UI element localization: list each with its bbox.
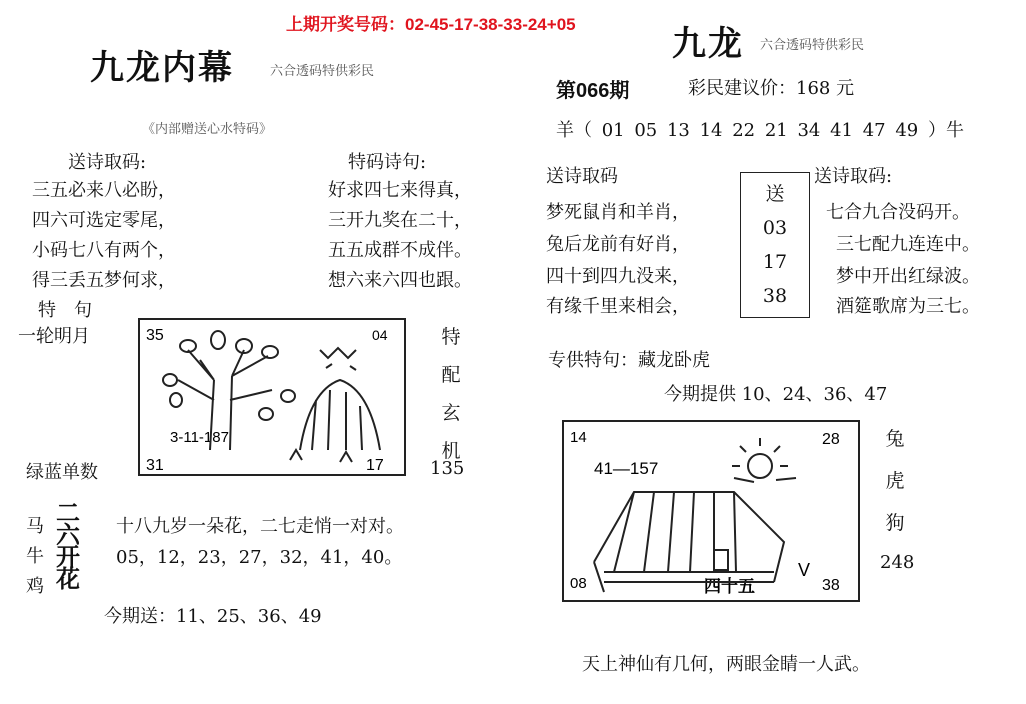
color-label: 绿蓝单数 bbox=[26, 462, 98, 483]
right-image-tl: 14 bbox=[570, 429, 587, 446]
animal: 兔 bbox=[885, 428, 905, 450]
flower-poem: 十八九岁一朵花，二七走悄一对对。 bbox=[116, 516, 404, 537]
right-poem-a-line: 四十到四九没来， bbox=[546, 266, 690, 287]
left-poem-b-line: 好求四七来得真， bbox=[328, 180, 472, 201]
left-poem-b-line: 想六来六四也跟。 bbox=[328, 270, 472, 291]
left-riddle-image bbox=[138, 318, 406, 476]
left-animals bbox=[26, 512, 50, 602]
riddle-label: 一轮明月 bbox=[18, 326, 90, 347]
left-poem-a-line: 得三丢五梦何求， bbox=[32, 270, 176, 291]
left-poem-b-line: 五五成群不成伴。 bbox=[328, 240, 472, 261]
left-image-mid: 3-11-187 bbox=[170, 429, 229, 446]
left-poem-a-line: 四六可选定零尾， bbox=[32, 210, 176, 231]
send-box-number: 03 bbox=[762, 217, 788, 239]
right-poem-b-line: 梦中开出红绿波。 bbox=[836, 266, 980, 287]
flower-char: 二 bbox=[56, 498, 80, 527]
provide-line: 今期提供 10、24、36、47 bbox=[664, 384, 888, 405]
left-tagline: 《内部赠送心水特码》 bbox=[142, 122, 273, 137]
te-ju-label: 特 句 bbox=[38, 300, 92, 321]
flower-char: 花 bbox=[56, 564, 80, 593]
right-image-v: V bbox=[798, 560, 811, 580]
animal: 鸡 bbox=[26, 576, 44, 597]
right-poem-b-line: 七合九合没码开。 bbox=[826, 202, 970, 223]
right-poem-a-line: 兔后龙前有好肖， bbox=[546, 234, 690, 255]
left-image-tl: 35 bbox=[146, 327, 164, 344]
left-poem-b-line: 三开九奖在二十， bbox=[328, 210, 472, 231]
right-poem-a-heading: 送诗取码 bbox=[546, 166, 618, 187]
left-poem-a-line: 三五必来八必盼， bbox=[32, 180, 176, 201]
right-title: 九龙 bbox=[672, 24, 744, 64]
right-image-house-text: 四十五 bbox=[704, 577, 755, 596]
right-animals-vertical bbox=[880, 418, 910, 544]
animal: 虎 bbox=[885, 470, 905, 492]
left-subtitle: 六合透码特供彩民 bbox=[270, 64, 375, 79]
right-image-bl: 08 bbox=[570, 575, 587, 592]
color-number: 135 bbox=[430, 458, 465, 479]
flower-char: 六 bbox=[56, 520, 80, 549]
right-poem-b-heading: 送诗取码: bbox=[814, 166, 893, 187]
special-line: 专供特句：藏龙卧虎 bbox=[548, 350, 710, 371]
left-image-bl: 31 bbox=[146, 457, 164, 474]
animal: 狗 bbox=[885, 512, 905, 534]
closing-line: 天上神仙有几何，两眼金睛一人武。 bbox=[582, 654, 870, 675]
send-box-number: 17 bbox=[762, 251, 788, 273]
vertical-char: 配 bbox=[441, 364, 461, 386]
right-vertical-chars bbox=[436, 318, 466, 470]
vertical-char: 玄 bbox=[441, 402, 461, 424]
right-title-small: 六合透码特供彩民 bbox=[760, 38, 865, 53]
left-this-period: 今期送：11、25、36、49 bbox=[104, 606, 322, 627]
right-poem-a-line: 梦死鼠肖和羊肖， bbox=[546, 202, 690, 223]
number-line: 羊（ 01 05 13 14 22 21 34 41 47 49 ）牛 bbox=[556, 120, 964, 141]
vertical-char: 机 bbox=[441, 440, 461, 462]
right-animals-number: 248 bbox=[880, 552, 915, 573]
right-riddle-image bbox=[562, 420, 860, 602]
right-image-br: 38 bbox=[822, 577, 840, 594]
left-image-br: 17 bbox=[366, 457, 384, 474]
right-poem-b-line: 酒筵歌席为三七。 bbox=[836, 296, 980, 317]
right-poem-b-line: 三七配九连连中。 bbox=[836, 234, 980, 255]
left-image-tr: 04 bbox=[372, 327, 388, 343]
left-poem-b-heading: 特码诗句: bbox=[348, 152, 427, 173]
left-poem-a-line: 小码七八有两个， bbox=[32, 240, 176, 261]
right-poem-a-line: 有缘千里来相会， bbox=[546, 296, 690, 317]
left-riddle-drawing bbox=[140, 320, 404, 474]
left-title: 九龙内幕 bbox=[90, 48, 234, 88]
right-image-mid: 41—157 bbox=[594, 459, 659, 478]
left-poem-a-heading: 送诗取码: bbox=[68, 152, 147, 173]
animal: 牛 bbox=[26, 546, 44, 567]
send-box bbox=[740, 172, 810, 318]
right-riddle-drawing bbox=[564, 422, 858, 600]
price: 彩民建议价：168 元 bbox=[688, 78, 855, 99]
flower-char: 开 bbox=[56, 542, 80, 571]
flower-numbers: 05，12，23，27，32，41，40。 bbox=[116, 547, 403, 568]
animal: 马 bbox=[26, 516, 44, 537]
send-box-number: 38 bbox=[762, 285, 788, 307]
right-image-tr: 28 bbox=[822, 431, 840, 448]
send-box-label: 送 bbox=[765, 183, 785, 205]
vertical-char: 特 bbox=[441, 326, 461, 348]
flower-vertical bbox=[54, 498, 82, 593]
last-draw-numbers: 上期开奖号码：02-45-17-38-33-24+05 bbox=[286, 15, 576, 34]
issue-number: 第066期 bbox=[556, 80, 630, 102]
